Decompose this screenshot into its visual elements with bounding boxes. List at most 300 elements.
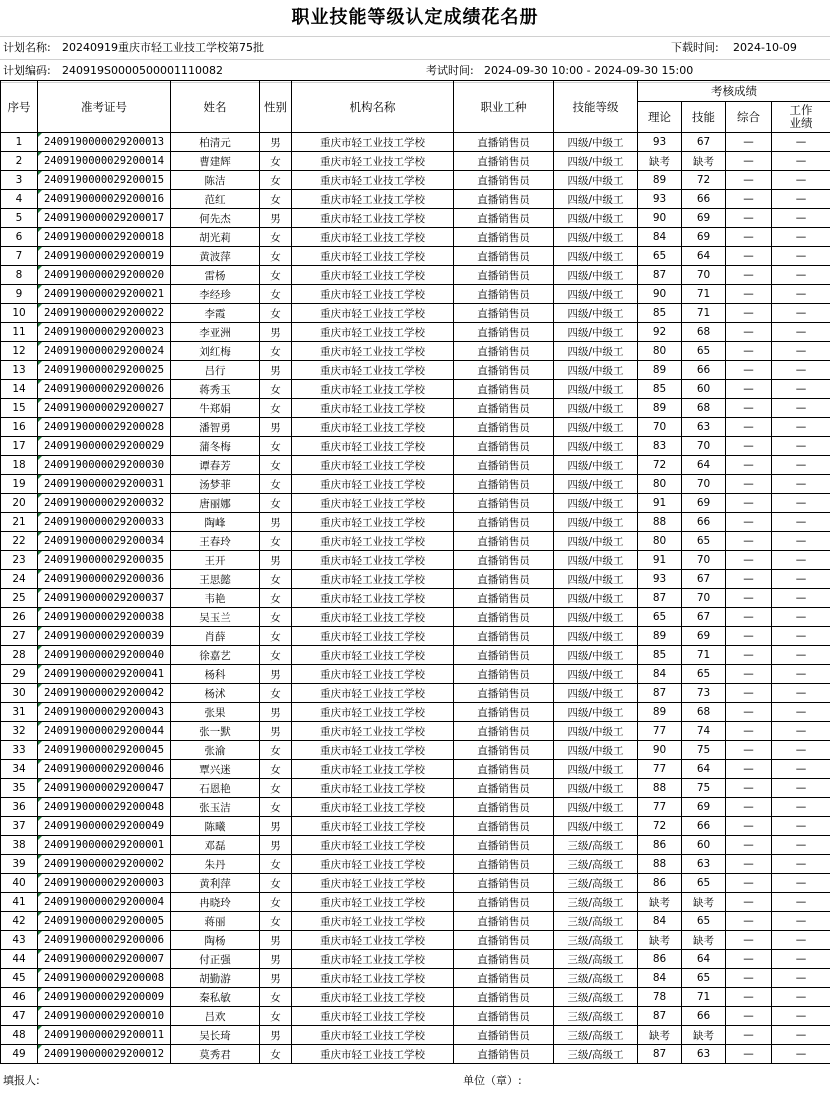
cell-skill-level: 四级/中级工	[554, 247, 638, 266]
cell-name: 莫秀君	[171, 1045, 260, 1064]
cell-ticket-number: 2409190000029200016	[38, 190, 171, 209]
cell-composite-score: —	[726, 513, 772, 532]
plan-code-value: 240919S0000500001110082	[62, 64, 223, 77]
cell-job-type: 直播销售员	[454, 722, 554, 741]
cell-job-type: 直播销售员	[454, 513, 554, 532]
cell-org-name: 重庆市轻工业技工学校	[292, 760, 454, 779]
cell-work-performance: —	[772, 209, 830, 228]
cell-ticket-number: 2409190000029200035	[38, 551, 171, 570]
cell-ticket-number: 2409190000029200049	[38, 817, 171, 836]
cell-seq: 42	[1, 912, 38, 931]
cell-gender: 男	[260, 665, 292, 684]
cell-work-performance: —	[772, 950, 830, 969]
cell-skill-score: 72	[682, 171, 726, 190]
cell-skill-score: 63	[682, 1045, 726, 1064]
cell-work-performance: —	[772, 285, 830, 304]
table-row	[1, 1007, 830, 1026]
cell-job-type: 直播销售员	[454, 171, 554, 190]
cell-theory-score: 84	[638, 665, 682, 684]
table-row	[1, 399, 830, 418]
col-header-composite: 综合	[726, 102, 772, 133]
cell-job-type: 直播销售员	[454, 494, 554, 513]
cell-ticket-number: 2409190000029200014	[38, 152, 171, 171]
table-row	[1, 874, 830, 893]
table-row	[1, 608, 830, 627]
cell-job-type: 直播销售员	[454, 190, 554, 209]
table-row	[1, 551, 830, 570]
cell-job-type: 直播销售员	[454, 703, 554, 722]
table-row	[1, 171, 830, 190]
cell-job-type: 直播销售员	[454, 741, 554, 760]
col-header-gender: 性别	[260, 81, 292, 133]
cell-name: 柏清元	[171, 133, 260, 152]
cell-skill-score: 69	[682, 228, 726, 247]
table-row	[1, 133, 830, 152]
cell-ticket-number: 2409190000029200043	[38, 703, 171, 722]
cell-work-performance: —	[772, 893, 830, 912]
cell-ticket-number: 2409190000029200031	[38, 475, 171, 494]
cell-theory-score: 87	[638, 1045, 682, 1064]
cell-ticket-number: 2409190000029200040	[38, 646, 171, 665]
cell-job-type: 直播销售员	[454, 380, 554, 399]
cell-work-performance: —	[772, 342, 830, 361]
cell-work-performance: —	[772, 836, 830, 855]
cell-gender: 女	[260, 456, 292, 475]
cell-skill-score: 73	[682, 684, 726, 703]
cell-skill-level: 四级/中级工	[554, 817, 638, 836]
cell-gender: 男	[260, 418, 292, 437]
table-row	[1, 836, 830, 855]
cell-ticket-number: 2409190000029200023	[38, 323, 171, 342]
cell-name: 李霞	[171, 304, 260, 323]
cell-gender: 女	[260, 855, 292, 874]
cell-work-performance: —	[772, 551, 830, 570]
cell-theory-score: 86	[638, 836, 682, 855]
cell-seq: 47	[1, 1007, 38, 1026]
cell-work-performance: —	[772, 1007, 830, 1026]
table-row	[1, 798, 830, 817]
cell-gender: 女	[260, 1045, 292, 1064]
cell-seq: 10	[1, 304, 38, 323]
cell-skill-score: 67	[682, 570, 726, 589]
cell-theory-score: 65	[638, 247, 682, 266]
cell-work-performance: —	[772, 190, 830, 209]
cell-name: 覃兴迷	[171, 760, 260, 779]
cell-name: 胡光莉	[171, 228, 260, 247]
cell-name: 陈洁	[171, 171, 260, 190]
cell-work-performance: —	[772, 228, 830, 247]
cell-skill-score: 75	[682, 779, 726, 798]
cell-theory-score: 84	[638, 912, 682, 931]
cell-skill-level: 四级/中级工	[554, 608, 638, 627]
cell-skill-score: 71	[682, 285, 726, 304]
cell-ticket-number: 2409190000029200034	[38, 532, 171, 551]
cell-theory-score: 87	[638, 684, 682, 703]
plan-name-label: 计划名称:	[3, 41, 51, 54]
cell-work-performance: —	[772, 627, 830, 646]
cell-composite-score: —	[726, 133, 772, 152]
table-row	[1, 684, 830, 703]
cell-seq: 23	[1, 551, 38, 570]
cell-theory-score: 80	[638, 532, 682, 551]
cell-theory-score: 90	[638, 209, 682, 228]
cell-seq: 31	[1, 703, 38, 722]
cell-composite-score: —	[726, 874, 772, 893]
cell-work-performance: —	[772, 646, 830, 665]
cell-seq: 12	[1, 342, 38, 361]
page-title: 职业技能等级认定成绩花名册	[0, 0, 830, 37]
cell-work-performance: —	[772, 912, 830, 931]
cell-composite-score: —	[726, 342, 772, 361]
cell-job-type: 直播销售员	[454, 361, 554, 380]
cell-skill-score: 缺考	[682, 152, 726, 171]
table-row	[1, 969, 830, 988]
cell-skill-score: 65	[682, 969, 726, 988]
cell-org-name: 重庆市轻工业技工学校	[292, 266, 454, 285]
cell-seq: 46	[1, 988, 38, 1007]
cell-job-type: 直播销售员	[454, 133, 554, 152]
cell-ticket-number: 2409190000029200005	[38, 912, 171, 931]
col-header-work: 工作 业绩	[772, 102, 830, 133]
cell-work-performance: —	[772, 703, 830, 722]
cell-name: 徐嘉艺	[171, 646, 260, 665]
cell-job-type: 直播销售员	[454, 608, 554, 627]
cell-theory-score: 89	[638, 399, 682, 418]
cell-skill-level: 四级/中级工	[554, 646, 638, 665]
cell-name: 吕欢	[171, 1007, 260, 1026]
cell-job-type: 直播销售员	[454, 684, 554, 703]
cell-seq: 33	[1, 741, 38, 760]
score-roster-table	[0, 80, 830, 1064]
table-row	[1, 285, 830, 304]
cell-skill-score: 64	[682, 247, 726, 266]
cell-name: 张玉洁	[171, 798, 260, 817]
cell-skill-score: 65	[682, 874, 726, 893]
cell-work-performance: —	[772, 532, 830, 551]
cell-ticket-number: 2409190000029200039	[38, 627, 171, 646]
cell-composite-score: —	[726, 969, 772, 988]
cell-ticket-number: 2409190000029200032	[38, 494, 171, 513]
cell-theory-score: 88	[638, 779, 682, 798]
cell-job-type: 直播销售员	[454, 418, 554, 437]
cell-name: 范红	[171, 190, 260, 209]
cell-work-performance: —	[772, 513, 830, 532]
cell-org-name: 重庆市轻工业技工学校	[292, 931, 454, 950]
cell-job-type: 直播销售员	[454, 152, 554, 171]
cell-ticket-number: 2409190000029200027	[38, 399, 171, 418]
cell-job-type: 直播销售员	[454, 570, 554, 589]
cell-ticket-number: 2409190000029200028	[38, 418, 171, 437]
cell-name: 雷杨	[171, 266, 260, 285]
cell-work-performance: —	[772, 608, 830, 627]
cell-seq: 6	[1, 228, 38, 247]
cell-skill-level: 四级/中级工	[554, 798, 638, 817]
cell-composite-score: —	[726, 494, 772, 513]
cell-org-name: 重庆市轻工业技工学校	[292, 228, 454, 247]
cell-composite-score: —	[726, 285, 772, 304]
cell-name: 吕行	[171, 361, 260, 380]
table-row	[1, 760, 830, 779]
cell-work-performance: —	[772, 798, 830, 817]
cell-skill-score: 65	[682, 532, 726, 551]
cell-gender: 女	[260, 779, 292, 798]
cell-skill-level: 三级/高级工	[554, 855, 638, 874]
cell-composite-score: —	[726, 798, 772, 817]
table-row	[1, 304, 830, 323]
cell-composite-score: —	[726, 950, 772, 969]
cell-org-name: 重庆市轻工业技工学校	[292, 380, 454, 399]
cell-skill-level: 三级/高级工	[554, 1007, 638, 1026]
cell-seq: 7	[1, 247, 38, 266]
table-row	[1, 589, 830, 608]
cell-job-type: 直播销售员	[454, 342, 554, 361]
cell-ticket-number: 2409190000029200037	[38, 589, 171, 608]
table-row	[1, 950, 830, 969]
unit-seal-label: 单位（章）:	[463, 1074, 522, 1087]
cell-name: 张果	[171, 703, 260, 722]
cell-name: 王思懿	[171, 570, 260, 589]
cell-ticket-number: 2409190000029200033	[38, 513, 171, 532]
cell-job-type: 直播销售员	[454, 399, 554, 418]
cell-skill-level: 四级/中级工	[554, 228, 638, 247]
cell-composite-score: —	[726, 171, 772, 190]
cell-theory-score: 77	[638, 722, 682, 741]
cell-job-type: 直播销售员	[454, 456, 554, 475]
cell-name: 朱丹	[171, 855, 260, 874]
cell-ticket-number: 2409190000029200021	[38, 285, 171, 304]
cell-org-name: 重庆市轻工业技工学校	[292, 209, 454, 228]
cell-org-name: 重庆市轻工业技工学校	[292, 1045, 454, 1064]
cell-job-type: 直播销售员	[454, 665, 554, 684]
cell-work-performance: —	[772, 475, 830, 494]
cell-composite-score: —	[726, 646, 772, 665]
cell-composite-score: —	[726, 589, 772, 608]
cell-ticket-number: 2409190000029200045	[38, 741, 171, 760]
cell-composite-score: —	[726, 684, 772, 703]
cell-skill-level: 三级/高级工	[554, 950, 638, 969]
cell-skill-score: 69	[682, 209, 726, 228]
cell-gender: 女	[260, 532, 292, 551]
cell-theory-score: 65	[638, 608, 682, 627]
cell-ticket-number: 2409190000029200048	[38, 798, 171, 817]
table-row	[1, 931, 830, 950]
cell-name: 陶峰	[171, 513, 260, 532]
cell-gender: 女	[260, 380, 292, 399]
cell-job-type: 直播销售员	[454, 532, 554, 551]
cell-seq: 20	[1, 494, 38, 513]
cell-skill-level: 四级/中级工	[554, 627, 638, 646]
cell-job-type: 直播销售员	[454, 228, 554, 247]
cell-theory-score: 缺考	[638, 931, 682, 950]
cell-org-name: 重庆市轻工业技工学校	[292, 665, 454, 684]
cell-ticket-number: 2409190000029200018	[38, 228, 171, 247]
table-row	[1, 494, 830, 513]
cell-name: 胡勤游	[171, 969, 260, 988]
table-row	[1, 988, 830, 1007]
cell-skill-score: 68	[682, 399, 726, 418]
cell-name: 吴玉兰	[171, 608, 260, 627]
cell-job-type: 直播销售员	[454, 304, 554, 323]
cell-work-performance: —	[772, 741, 830, 760]
cell-org-name: 重庆市轻工业技工学校	[292, 304, 454, 323]
cell-seq: 3	[1, 171, 38, 190]
roster-body	[1, 133, 830, 1064]
cell-job-type: 直播销售员	[454, 817, 554, 836]
cell-skill-score: 69	[682, 798, 726, 817]
cell-theory-score: 92	[638, 323, 682, 342]
cell-name: 曹建辉	[171, 152, 260, 171]
cell-composite-score: —	[726, 570, 772, 589]
cell-theory-score: 84	[638, 228, 682, 247]
cell-skill-score: 74	[682, 722, 726, 741]
cell-composite-score: —	[726, 418, 772, 437]
table-row	[1, 1045, 830, 1064]
cell-job-type: 直播销售员	[454, 589, 554, 608]
cell-skill-level: 四级/中级工	[554, 475, 638, 494]
cell-name: 王开	[171, 551, 260, 570]
cell-seq: 27	[1, 627, 38, 646]
cell-gender: 女	[260, 399, 292, 418]
cell-name: 黄波萍	[171, 247, 260, 266]
cell-job-type: 直播销售员	[454, 950, 554, 969]
cell-composite-score: —	[726, 912, 772, 931]
cell-job-type: 直播销售员	[454, 551, 554, 570]
cell-org-name: 重庆市轻工业技工学校	[292, 570, 454, 589]
table-row	[1, 228, 830, 247]
cell-seq: 2	[1, 152, 38, 171]
cell-skill-level: 四级/中级工	[554, 703, 638, 722]
cell-gender: 女	[260, 570, 292, 589]
cell-seq: 28	[1, 646, 38, 665]
cell-gender: 女	[260, 684, 292, 703]
table-row	[1, 665, 830, 684]
cell-name: 蒋丽	[171, 912, 260, 931]
cell-skill-score: 69	[682, 627, 726, 646]
table-row	[1, 532, 830, 551]
table-row	[1, 817, 830, 836]
cell-composite-score: —	[726, 741, 772, 760]
cell-composite-score: —	[726, 836, 772, 855]
table-row	[1, 475, 830, 494]
cell-org-name: 重庆市轻工业技工学校	[292, 475, 454, 494]
table-row	[1, 456, 830, 475]
cell-gender: 女	[260, 304, 292, 323]
cell-composite-score: —	[726, 627, 772, 646]
col-header-theory: 理论	[638, 102, 682, 133]
cell-name: 邓磊	[171, 836, 260, 855]
exam-time-value: 2024-09-30 10:00 - 2024-09-30 15:00	[484, 64, 694, 77]
cell-org-name: 重庆市轻工业技工学校	[292, 950, 454, 969]
cell-job-type: 直播销售员	[454, 988, 554, 1007]
cell-skill-level: 四级/中级工	[554, 684, 638, 703]
cell-ticket-number: 2409190000029200020	[38, 266, 171, 285]
table-row	[1, 342, 830, 361]
cell-composite-score: —	[726, 228, 772, 247]
cell-work-performance: —	[772, 399, 830, 418]
cell-skill-level: 四级/中级工	[554, 665, 638, 684]
cell-ticket-number: 2409190000029200004	[38, 893, 171, 912]
cell-theory-score: 90	[638, 285, 682, 304]
cell-skill-level: 四级/中级工	[554, 285, 638, 304]
cell-composite-score: —	[726, 1045, 772, 1064]
cell-composite-score: —	[726, 532, 772, 551]
cell-name: 谭春芳	[171, 456, 260, 475]
cell-org-name: 重庆市轻工业技工学校	[292, 342, 454, 361]
cell-skill-score: 缺考	[682, 893, 726, 912]
cell-skill-level: 四级/中级工	[554, 133, 638, 152]
cell-ticket-number: 2409190000029200011	[38, 1026, 171, 1045]
cell-name: 秦私敏	[171, 988, 260, 1007]
cell-seq: 48	[1, 1026, 38, 1045]
cell-theory-score: 缺考	[638, 1026, 682, 1045]
cell-skill-score: 67	[682, 133, 726, 152]
cell-gender: 男	[260, 931, 292, 950]
cell-skill-score: 65	[682, 912, 726, 931]
cell-composite-score: —	[726, 456, 772, 475]
cell-skill-level: 三级/高级工	[554, 893, 638, 912]
cell-skill-level: 三级/高级工	[554, 1026, 638, 1045]
cell-org-name: 重庆市轻工业技工学校	[292, 171, 454, 190]
cell-skill-level: 四级/中级工	[554, 266, 638, 285]
cell-org-name: 重庆市轻工业技工学校	[292, 399, 454, 418]
cell-seq: 39	[1, 855, 38, 874]
cell-skill-level: 四级/中级工	[554, 399, 638, 418]
table-row	[1, 646, 830, 665]
cell-theory-score: 85	[638, 646, 682, 665]
cell-gender: 女	[260, 988, 292, 1007]
cell-work-performance: —	[772, 247, 830, 266]
cell-composite-score: —	[726, 304, 772, 323]
cell-composite-score: —	[726, 1026, 772, 1045]
table-row	[1, 190, 830, 209]
table-row	[1, 855, 830, 874]
cell-composite-score: —	[726, 931, 772, 950]
cell-theory-score: 77	[638, 760, 682, 779]
cell-seq: 35	[1, 779, 38, 798]
cell-skill-score: 71	[682, 646, 726, 665]
table-row	[1, 152, 830, 171]
cell-gender: 女	[260, 494, 292, 513]
cell-skill-level: 四级/中级工	[554, 152, 638, 171]
cell-org-name: 重庆市轻工业技工学校	[292, 513, 454, 532]
col-header-scores-group: 考核成绩	[638, 81, 830, 102]
table-row	[1, 722, 830, 741]
cell-job-type: 直播销售员	[454, 893, 554, 912]
plan-code-label: 计划编码:	[3, 64, 51, 77]
cell-skill-score: 66	[682, 513, 726, 532]
cell-ticket-number: 2409190000029200041	[38, 665, 171, 684]
table-row	[1, 627, 830, 646]
cell-theory-score: 87	[638, 1007, 682, 1026]
cell-seq: 44	[1, 950, 38, 969]
cell-gender: 女	[260, 589, 292, 608]
cell-job-type: 直播销售员	[454, 646, 554, 665]
cell-composite-score: —	[726, 551, 772, 570]
cell-composite-score: —	[726, 893, 772, 912]
cell-gender: 男	[260, 361, 292, 380]
cell-skill-score: 66	[682, 361, 726, 380]
cell-org-name: 重庆市轻工业技工学校	[292, 285, 454, 304]
cell-name: 杨沭	[171, 684, 260, 703]
cell-theory-score: 93	[638, 133, 682, 152]
cell-ticket-number: 2409190000029200022	[38, 304, 171, 323]
cell-name: 张一默	[171, 722, 260, 741]
table-row	[1, 418, 830, 437]
cell-org-name: 重庆市轻工业技工学校	[292, 418, 454, 437]
cell-skill-level: 四级/中级工	[554, 570, 638, 589]
cell-job-type: 直播销售员	[454, 247, 554, 266]
cell-name: 蒲冬梅	[171, 437, 260, 456]
